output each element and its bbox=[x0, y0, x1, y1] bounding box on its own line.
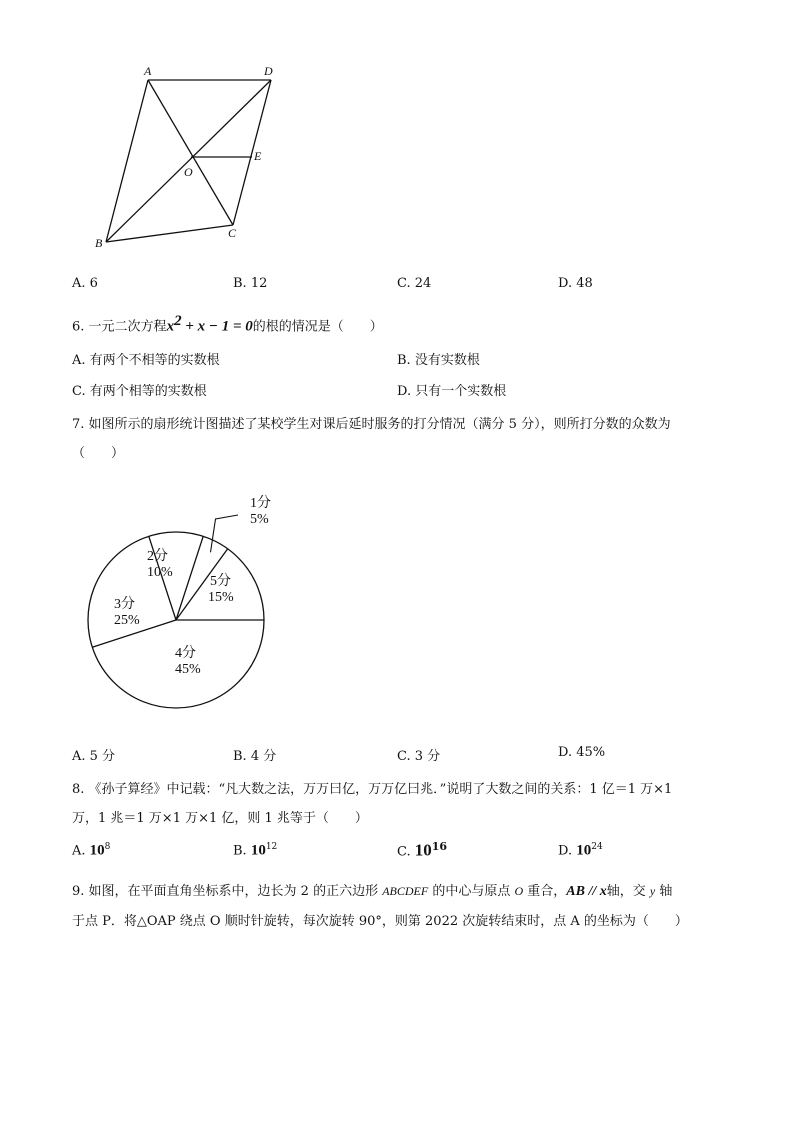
q6-equation-sup: 2 bbox=[174, 313, 182, 329]
q6-stem bbox=[72, 313, 383, 335]
q6-number: 6. bbox=[72, 319, 85, 335]
q6-option-c[interactable]: C. 有两个相等的实数根 bbox=[72, 384, 207, 399]
q8-option-b-exp: 12 bbox=[265, 842, 278, 852]
q9-text-e: 重合， bbox=[523, 884, 567, 899]
q5-option-b[interactable]: B. 12 bbox=[233, 276, 268, 291]
q8-option-c-base: 10 bbox=[414, 840, 432, 860]
q9-y-axis: y bbox=[649, 884, 656, 898]
q8-option-d-base: 10 bbox=[576, 842, 592, 859]
diagonal-bd bbox=[106, 80, 271, 242]
q8-option-c[interactable] bbox=[397, 840, 447, 860]
q6-stem-prefix: 一元二次方程 bbox=[88, 319, 167, 335]
q7-option-c[interactable]: C. 3 分 bbox=[397, 749, 441, 764]
q8-option-b-base: 10 bbox=[250, 842, 266, 859]
pie-percent-5: 15% bbox=[208, 590, 234, 605]
label-e: E bbox=[254, 149, 262, 163]
q8-option-c-prefix: C. bbox=[397, 844, 411, 860]
pie-percent-2: 10% bbox=[147, 565, 173, 580]
q9-stem-line2: 于点 P．将△OAP 绕点 O 顺时针旋转，每次旋转 90°，则第 2022 次旋转结束时，点 A 的坐标为（ ） bbox=[72, 914, 688, 929]
q6-option-a[interactable]: A. 有两个不相等的实数根 bbox=[72, 353, 220, 368]
pie-label-2: 2分 bbox=[147, 549, 168, 564]
q8-option-c-exp: 16 bbox=[431, 840, 448, 853]
q5-option-d[interactable]: D. 48 bbox=[558, 276, 593, 291]
q6-option-d[interactable]: D. 只有一个实数根 bbox=[397, 384, 507, 399]
q8-stem-line2: 万，1 兆＝1 万×1 万×1 亿，则 1 兆等于（ ） bbox=[72, 811, 368, 826]
q9-text-a: 9. 如图，在平面直角坐标系中，边长为 2 的正六边形 bbox=[72, 884, 383, 899]
diagonal-ac bbox=[148, 80, 233, 225]
pie-percent-1: 5% bbox=[250, 512, 269, 527]
q6-stem-suffix: 的根的情况是（ ） bbox=[252, 319, 383, 335]
label-b: B bbox=[95, 236, 103, 250]
q6-option-b[interactable]: B. 没有实数根 bbox=[397, 353, 480, 368]
q8-option-a[interactable] bbox=[72, 842, 110, 859]
q9-text-i: 轴 bbox=[655, 884, 673, 899]
q7-stem-line2: （ ） bbox=[72, 446, 125, 461]
q8-option-d-exp: 24 bbox=[591, 842, 603, 852]
pie-label-1: 1分 bbox=[250, 496, 271, 511]
q8-option-b[interactable] bbox=[233, 842, 277, 859]
q9-text-c: 的中心与原点 bbox=[428, 884, 515, 899]
pie-label-5: 5分 bbox=[210, 574, 231, 589]
q9-stem-line1 bbox=[72, 880, 672, 900]
segment-dc bbox=[233, 80, 271, 225]
pie-label-3: 3分 bbox=[114, 597, 135, 612]
q8-option-a-exp: 8 bbox=[104, 842, 111, 852]
q7-stem-line1: 7. 如图所示的扇形统计图描述了某校学生对课后延时服务的打分情况（满分 5 分），则所打分数的众数为 bbox=[72, 417, 671, 432]
q8-option-b-prefix: B. bbox=[233, 843, 247, 859]
label-c: C bbox=[228, 226, 237, 240]
q7-option-a[interactable]: A. 5 分 bbox=[72, 749, 116, 764]
segment-cb bbox=[106, 225, 233, 242]
q6-equation-rest: + x − 1 = 0 bbox=[181, 318, 253, 335]
pie-label-4: 4分 bbox=[175, 646, 196, 661]
segment-ba bbox=[106, 80, 148, 242]
q7-option-d[interactable]: D. 45% bbox=[558, 745, 606, 760]
q9-origin-o: O bbox=[514, 884, 524, 898]
q9-text-g: 轴，交 bbox=[606, 884, 650, 899]
label-a: A bbox=[144, 64, 152, 78]
q8-option-a-prefix: A. bbox=[72, 843, 86, 859]
q6-equation-lhs: x bbox=[166, 318, 175, 335]
q8-option-d-prefix: D. bbox=[558, 843, 573, 859]
q8-option-d[interactable] bbox=[558, 842, 603, 859]
pie-percent-4: 45% bbox=[175, 662, 201, 677]
q8-option-a-base: 10 bbox=[89, 842, 105, 859]
label-o: O bbox=[184, 165, 193, 179]
pie-percent-3: 25% bbox=[114, 613, 140, 628]
q9-hexagon-name: ABCDEF bbox=[382, 884, 429, 898]
label-d: D bbox=[264, 64, 273, 78]
q7-option-b[interactable]: B. 4 分 bbox=[233, 749, 277, 764]
q5-option-a[interactable]: A. 6 bbox=[72, 276, 98, 291]
q5-option-c[interactable]: C. 24 bbox=[397, 276, 432, 291]
q9-parallel-expr: AB // x bbox=[566, 884, 607, 899]
q8-stem-line1: 8. 《孙子算经》中记载：“凡大数之法，万万曰亿，万万亿曰兆．”说明了大数之间的关系：1 亿＝1 万×1 bbox=[72, 782, 673, 797]
